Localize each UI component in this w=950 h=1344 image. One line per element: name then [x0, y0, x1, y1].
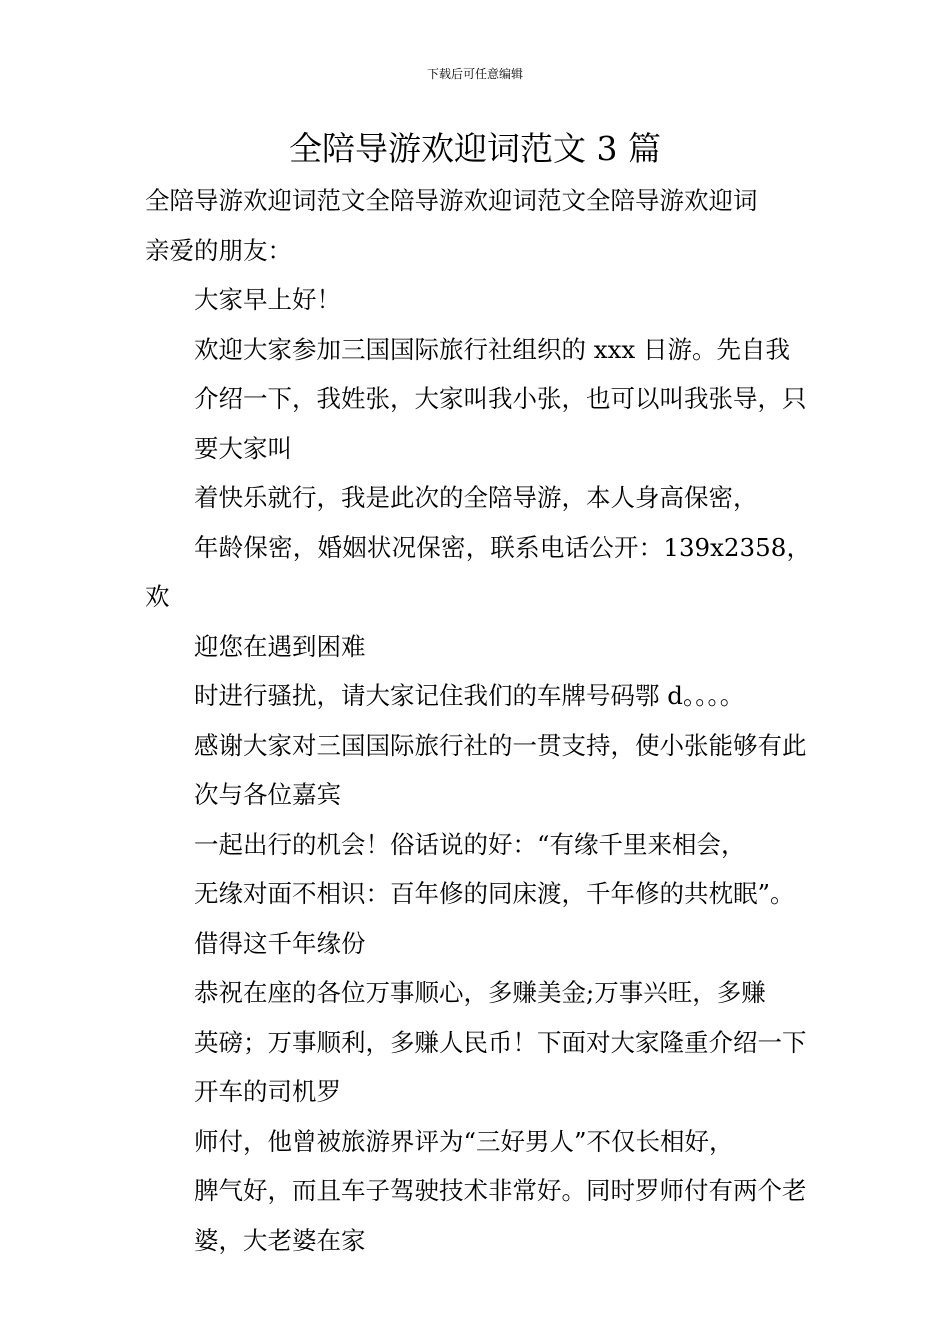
paragraph-line: 开车的司机罗	[194, 1077, 341, 1106]
paragraph-line: 欢迎大家参加三国国际旅行社组织的 xxx 日游。先自我	[194, 334, 791, 364]
paragraph	[145, 325, 811, 474]
paragraph	[145, 275, 811, 325]
paragraph	[145, 671, 811, 820]
paragraph-line: 一起出行的机会！俗话说的好：“有缘千里来相会，	[194, 829, 746, 859]
paragraph-line: 英磅；万事顺利，多赚人民币！下面对大家隆重介绍一下	[194, 1027, 807, 1057]
paragraph-line: 借得这千年缘份	[194, 928, 366, 958]
document-title: 全陪导游欢迎词范文 3 篇	[289, 129, 661, 168]
document-body	[145, 176, 811, 1265]
paragraph-line: 脾气好，而且车子驾驶技术非常好。同时罗师付有两个老	[194, 1176, 807, 1205]
paragraph-line: 着快乐就行，我是此次的全陪导游，本人身高保密，	[194, 483, 758, 512]
paragraph-line: 介绍一下，我姓张，大家叫我小张，也可以叫我张导，只	[194, 384, 807, 413]
paragraph	[145, 176, 811, 275]
paragraph	[145, 1117, 811, 1266]
paragraph-line: 时进行骚扰，请大家记住我们的车牌号码鄂 d。。。。	[194, 681, 745, 710]
paragraph-line: 师付，他曾被旅游界评为“三好男人”不仅长相好，	[194, 1126, 734, 1156]
paragraph-line: 恭祝在座的各位万事顺心，多赚美金;万事兴旺，多赚	[194, 978, 766, 1007]
header-note: 下载后可任意编辑	[426, 67, 523, 81]
paragraph-line: 全陪导游欢迎词范文全陪导游欢迎词范文全陪导游欢迎词	[145, 186, 758, 215]
paragraph-line: 迎您在遇到困难	[194, 631, 366, 661]
paragraph	[145, 968, 811, 1117]
paragraph	[145, 473, 811, 671]
paragraph	[145, 820, 811, 969]
paragraph-line: 次与各位嘉宾	[194, 780, 341, 809]
paragraph-line: 感谢大家对三国国际旅行社的一贯支持，使小张能够有此	[194, 730, 807, 760]
paragraph-line: 年龄保密，婚姻状况保密，联系电话公开：139x2358，欢	[145, 532, 811, 611]
paragraph-line: 亲爱的朋友：	[145, 235, 292, 265]
paragraph-line: 要大家叫	[194, 433, 292, 463]
paragraph-line: 无缘对面不相识：百年修的同床渡，千年修的共枕眠”。	[194, 879, 795, 908]
paragraph-line: 婆，大老婆在家	[194, 1225, 366, 1255]
paragraph-line: 大家早上好！	[194, 285, 341, 314]
